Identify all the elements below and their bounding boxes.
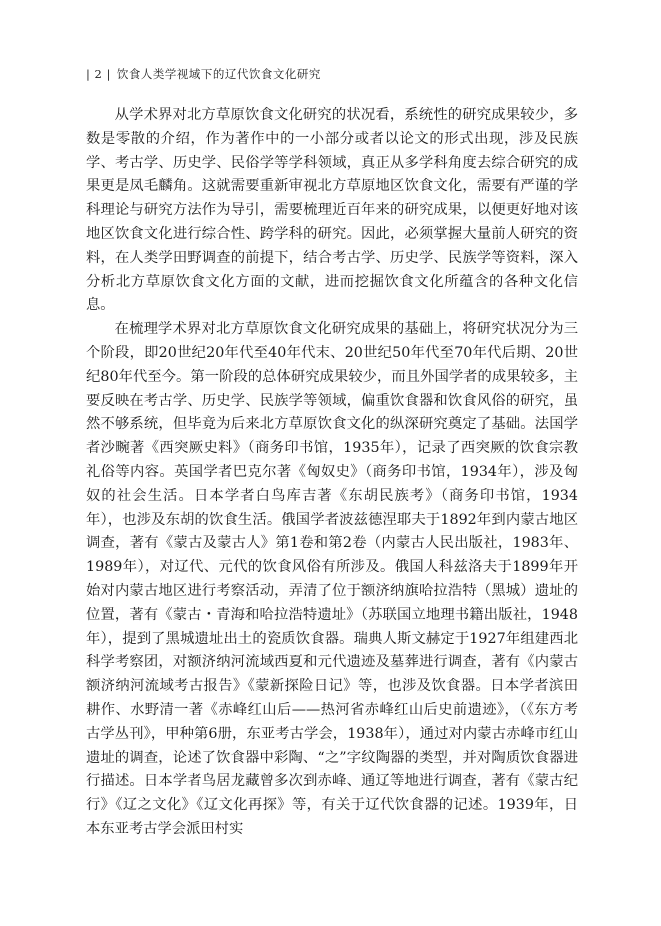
page-number: | 2 | [86,67,111,81]
running-header [86,66,321,82]
running-title: 饮食人类学视域下的辽代饮食文化研究 [116,67,321,81]
paragraph-2: 在梳理学术界对北方草原饮食文化研究成果的基础上，将研究状况分为三个阶段，即20世纪20年代至40年代末、20世纪50年代至70年代后期、20世纪80年代至今。第一阶段的总体研究成果较少，而且外国学者的成果较多，主要反映在考古学、历史学、民族学等领域，偏重饮食器和饮食风俗的研究，虽然不够系统，但毕竟为后来北方草原饮食文化的纵深研究奠定了基础。法国学者沙畹著《西突厥史料》（商务印书馆，1935年），记录了西突厥的饮食宗教礼俗等内容。英国学者巴克尔著《匈奴史》（商务印书馆，1934年），涉及匈奴的社会生活。日本学者白鸟库吉著《东胡民族考》（商务印书馆，1934年），也涉及东胡的饮食生活。俄国学者波兹德涅耶夫于1892年到内蒙古地区调查，著有《蒙古及蒙古人》第1卷和第2卷（内蒙古人民出版社，1983年、1989年），对辽代、元代的饮食风俗有所涉及。俄国人科兹洛夫于1899年开始对内蒙古地区进行考察活动，弄清了位于额济纳旗哈拉浩特（黑城）遗址的位置，著有《蒙古・青海和哈拉浩特遗址》（苏联国立地理书籍出版社，1948年），提到了黑城遗址出土的瓷质饮食器。瑞典人斯文赫定于1927年组建西北科学考察团，对额济纳河流域西夏和元代遗迹及墓葬进行调查，著有《内蒙古额济纳河流域考古报告》《蒙新探险日记》等，也涉及饮食器。日本学者滨田耕作、水野清一著《赤峰红山后——热河省赤峰红山后史前遗迹》，（《东方考古学丛刊》，甲种第6册，东亚考古学会，1938年），通过对内蒙古赤峰市红山遗址的调查，论述了饮食器中彩陶、“之”字纹陶器的类型，并对陶质饮食器进行描述。日本学者鸟居龙藏曾多次到赤峰、通辽等地进行调查，著有《蒙古纪行》《辽之文化》《辽文化再探》等，有关于辽代饮食器的记述。1939年，日本东亚考古学会派田村实 [86,321,578,837]
paragraph-1: 从学术界对北方草原饮食文化研究的状况看，系统性的研究成果较少，多数是零散的介绍，作为著作中的一小部分或者以论文的形式出现，涉及民族学、考古学、历史学、民俗学等学科领域，真正从多学科角度去综合研究的成果更是凤毛麟角。这就需要重新审视北方草原地区饮食文化，需要有严谨的学科理论与研究方法作为导引，需要梳理近百年来的研究成果，以便更好地对该地区饮食文化进行综合性、跨学科的研究。因此，必须掌握大量前人研究的资料，在人类学田野调查的前提下，结合考古学、历史学、民族学等资料，深入分析北方草原饮食文化方面的文献，进而挖掘饮食文化所蕴含的各种文化信息。 [86,107,578,314]
body-text [86,104,578,842]
